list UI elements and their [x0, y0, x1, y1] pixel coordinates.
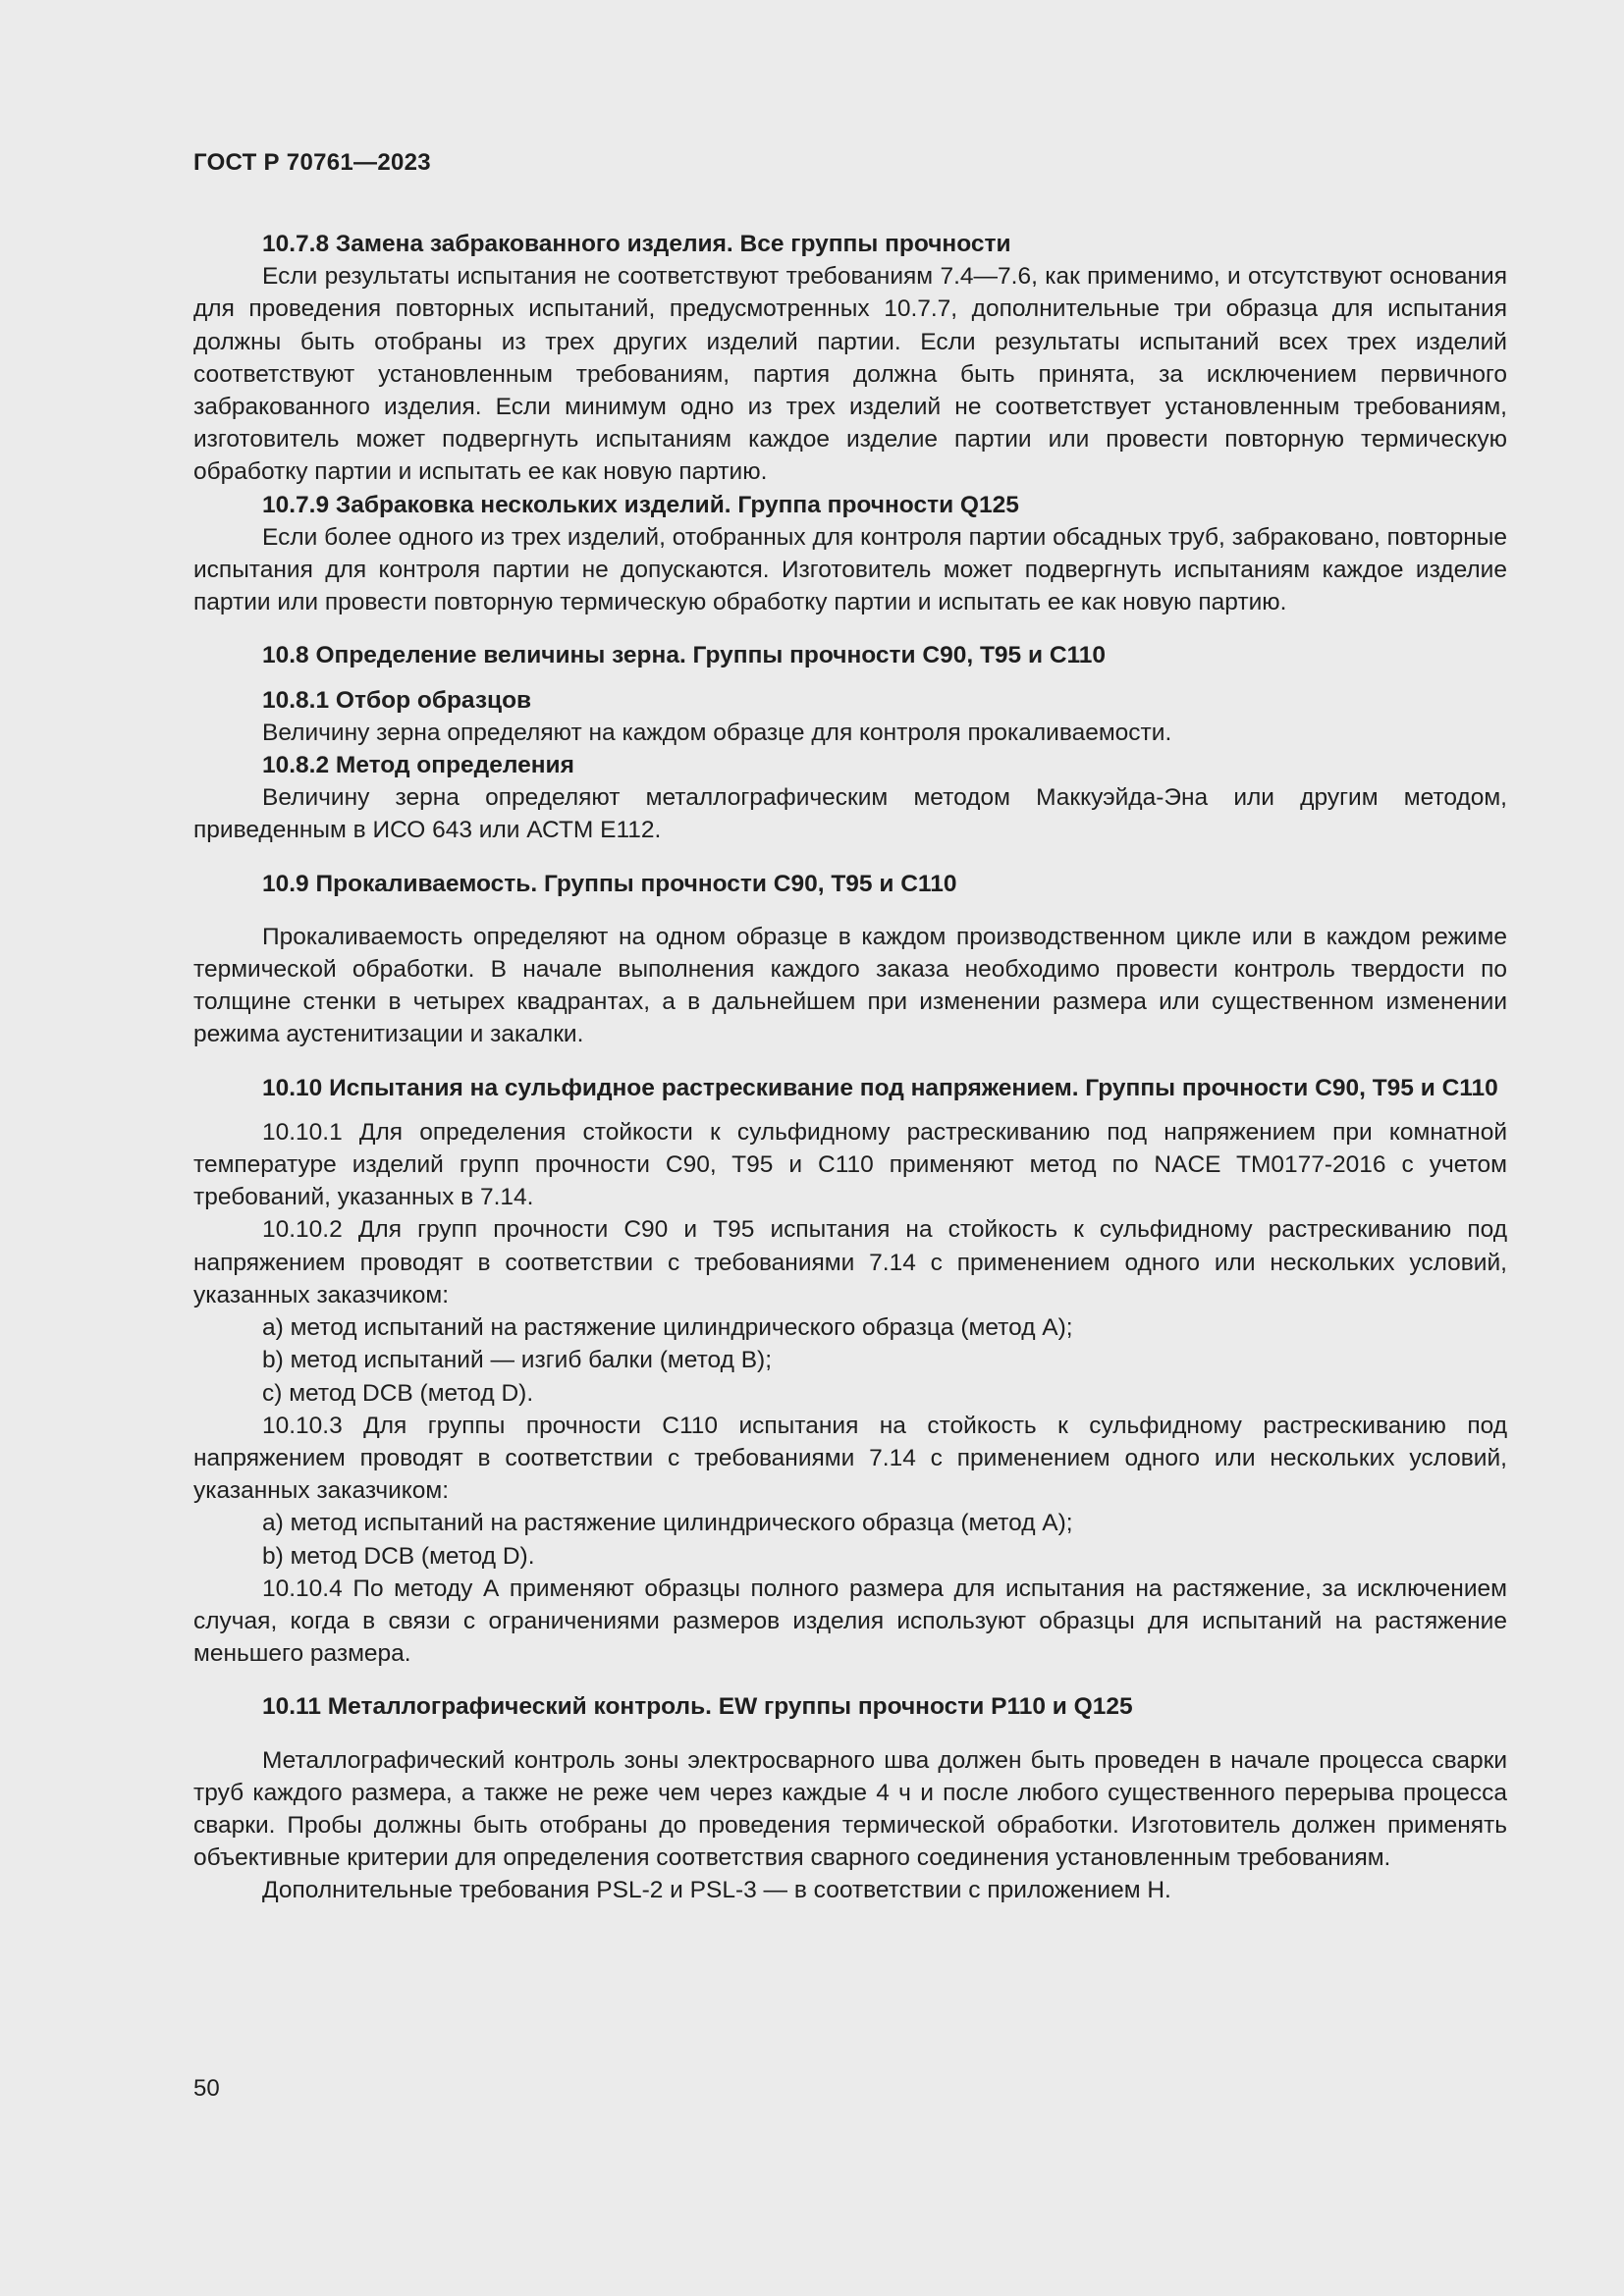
list-item: a) метод испытаний на растяжение цилиндрического образца (метод А);: [262, 1314, 1073, 1342]
spacer: [193, 1724, 1507, 1744]
section-heading: 10.7.8 Замена забракованного изделия. Все группы прочности: [262, 231, 1011, 257]
document-header: ГОСТ Р 70761—2023: [193, 149, 431, 176]
section-heading: 10.8.2 Метод определения: [262, 752, 574, 779]
spacer: [193, 847, 1507, 868]
section-heading: 10.8.1 Отбор образцов: [262, 686, 532, 714]
paragraph: Величину зерна определяют металлографическим методом Маккуэйда-Эна или другим методом, приведенным в ИСО 643 или АСТМ Е112.: [193, 784, 1507, 844]
list-item: a) метод испытаний на растяжение цилиндрического образца (метод А);: [262, 1510, 1073, 1537]
paragraph: 10.10.1 Для определения стойкости к сульфидному растрескиванию под напряжением при комнатной температуре изделий групп прочности C90, T95 и C110 применяют метод по NACE TM0177-2016 с учетом требований, указанных в 7.14.: [193, 1118, 1507, 1211]
list-item: c) метод DCB (метод D).: [262, 1379, 534, 1407]
section-heading: 10.7.9 Забраковка нескольких изделий. Группа прочности Q125: [262, 491, 1019, 518]
paragraph: 10.10.3 Для группы прочности C110 испытания на стойкость к сульфидному растрескиванию под напряжением проводят в соответствии с требованиями 7.14 с применением одного или нескольких условий, указанных заказчиком:: [193, 1412, 1507, 1505]
section-heading: 10.8 Определение величины зерна. Группы прочности C90, T95 и C110: [262, 642, 1107, 669]
paragraph: Дополнительные требования PSL-2 и PSL-3 — в соответствии с приложением H.: [262, 1877, 1171, 1904]
paragraph: Величину зерна определяют на каждом образце для контроля прокаливаемости.: [262, 719, 1172, 746]
spacer: [193, 1670, 1507, 1690]
spacer: [193, 1051, 1507, 1072]
paragraph: Прокаливаемость определяют на одном образце в каждом производственном цикле или в каждом режиме термической обработки. В начале выполнения каждого заказа необходимо провести контроль твердости по толщине стенки в четырех квадрантах, а в дальнейшем при изменении размера или существенном изменении режима аустенитизации и закалки.: [193, 923, 1507, 1048]
paragraph: 10.10.2 Для групп прочности C90 и T95 испытания на стойкость к сульфидному растрескиванию под напряжением проводят в соответствии с требованиями 7.14 с применением одного или нескольких условий, указанных заказчиком:: [193, 1216, 1507, 1308]
section-heading: 10.10 Испытания на сульфидное растрескивание под напряжением. Группы прочности C90, T95 и C110: [262, 1074, 1498, 1101]
page-number: 50: [193, 2075, 220, 2102]
spacer: [193, 618, 1507, 639]
section-heading: 10.11 Металлографический контроль. EW группы прочности P110 и Q125: [262, 1693, 1133, 1721]
spacer: [193, 672, 1507, 684]
list-item: b) метод испытаний — изгиб балки (метод В);: [262, 1347, 773, 1374]
paragraph: Металлографический контроль зоны электросварного шва должен быть проведен в начале процесса сварки труб каждого размера, а также не реже чем через каждые 4 ч и после любого существенного перерыва процесса сварки. Пробы должны быть отобраны до проведения термической обработки. Изготовитель должен применять объективные критерии для определения соответствия сварного соединения установленным требованиям.: [193, 1746, 1507, 1872]
paragraph: Если результаты испытания не соответствуют требованиям 7.4—7.6, как применимо, и отсутствуют основания для проведения повторных испытаний, предусмотренных 10.7.7, дополнительные три образца для испытания должны быть отобраны из трех других изделий партии. Если результаты испытаний всех трех изделий соответствуют установленным требованиям, партия должна быть принята, за исключением первичного забракованного изделия. Если минимум одно из трех изделий не соответствует установленным требованиям, изготовитель может подвергнуть испытаниям каждое изделие партии или провести повторную термическую обработку партии и испытать ее как новую партию.: [193, 263, 1507, 486]
section-heading: 10.9 Прокаливаемость. Группы прочности C90, T95 и C110: [262, 870, 957, 897]
spacer: [193, 900, 1507, 921]
list-item: b) метод DCB (метод D).: [262, 1542, 535, 1570]
spacer: [193, 1104, 1507, 1116]
paragraph: Если более одного из трех изделий, отобранных для контроля партии обсадных труб, забраковано, повторные испытания для контроля партии не допускаются. Изготовитель может подвергнуть испытаниям каждое изделие партии или провести повторную термическую обработку партии и испытать ее как новую партию.: [193, 523, 1507, 616]
paragraph: 10.10.4 По методу А применяют образцы полного размера для испытания на растяжение, за исключением случая, когда в связи с ограничениями размеров изделия используют образцы для испытаний на растяжение меньшего размера.: [193, 1575, 1507, 1668]
document-body: [193, 228, 1507, 1907]
